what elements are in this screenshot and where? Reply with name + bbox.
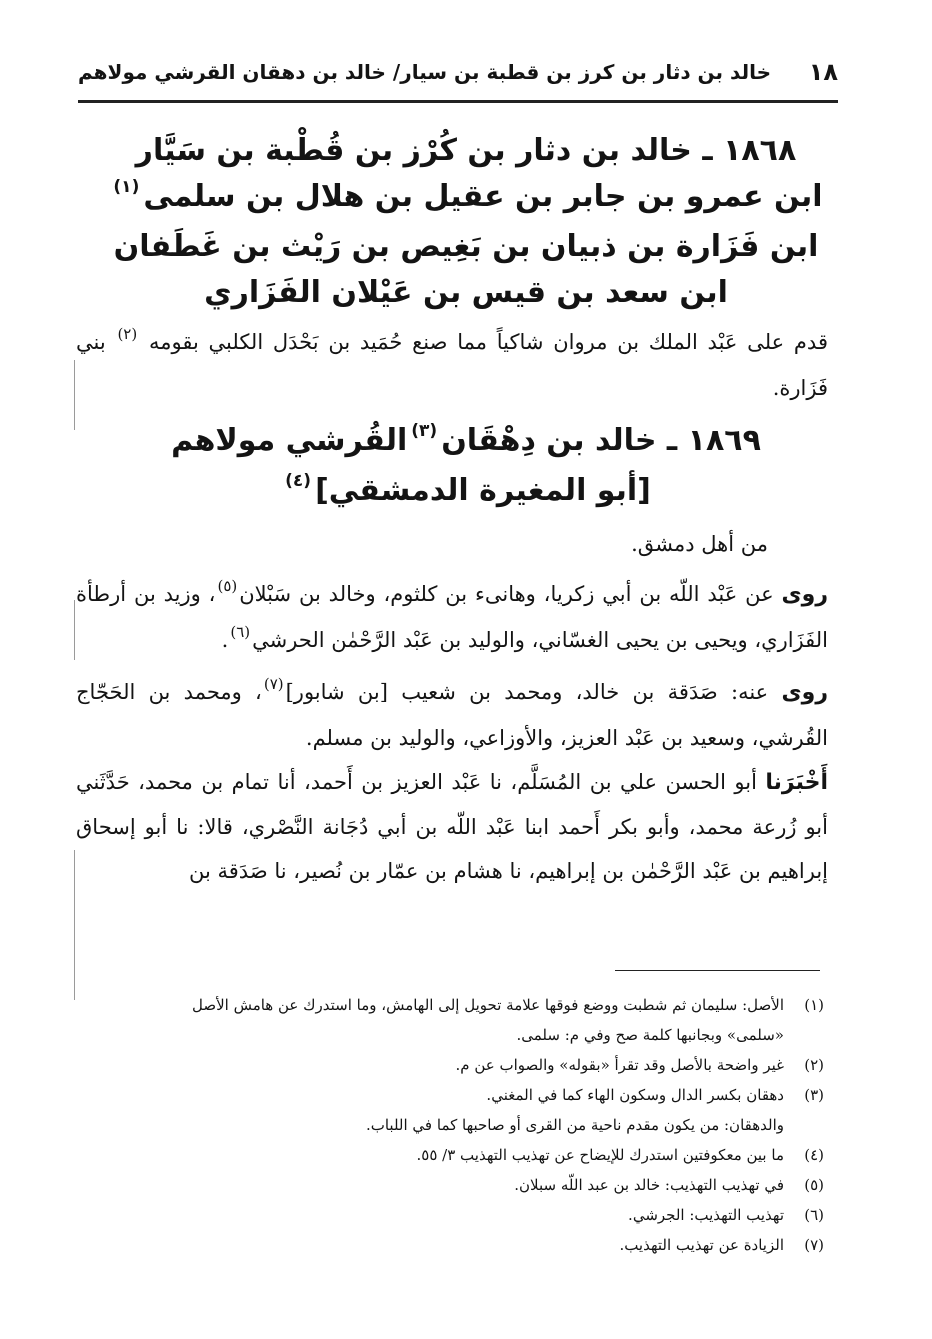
footnote-number: (٦)	[804, 1206, 824, 1224]
paragraph-text: عن عَبْد اللّه بن أبي زكريا، وهانىء بن كلثوم، وخالد بن سَبْلان	[239, 582, 774, 606]
footnote-number: (٢)	[804, 1056, 824, 1074]
keyword: روى	[781, 582, 828, 607]
footnote-number: (٣)	[804, 1086, 824, 1104]
footnote	[76, 1170, 824, 1200]
heading-text: ١٨٦٩ ـ خالد بن دِهْقَان	[441, 423, 761, 458]
footnote-text: الأصل: سليمان ثم شطبت ووضع فوقها علامة تحويل إلى الهامش، وما استدرك عن هامش الأصل	[191, 996, 784, 1014]
footnote-ref: (٢)	[117, 325, 138, 343]
heading-text: القُرشي مولاهم	[171, 423, 408, 458]
footnote-text: والدهقان: من يكون مقدم ناحية من القرى أو صاحبها كما في اللباب.	[365, 1116, 784, 1134]
heading-line	[60, 174, 872, 224]
footnote-ref: (٦)	[230, 623, 251, 641]
heading-line	[60, 418, 872, 468]
footnote-text: تهذيب التهذيب: الجرشي.	[628, 1206, 784, 1224]
footnote-text: غير واضحة بالأصل وقد تقرأ «بقوله» والصواب عن م.	[455, 1056, 784, 1074]
keyword: روى	[781, 680, 828, 705]
footnote	[76, 1050, 824, 1080]
heading-line	[60, 468, 872, 518]
paragraph-narrated-from	[76, 572, 828, 664]
margin-scan-mark	[74, 850, 75, 1000]
footnote-ref: (٣)	[411, 421, 438, 441]
header-rule	[78, 100, 838, 103]
keyword: أَخْبَرَنا	[765, 770, 828, 795]
paragraph-text: قدم على عَبْد الملك بن مروان شاكياً مما صنع حُمَيد بن بَحْدَل الكلبي بقومه	[148, 330, 828, 354]
footnote-text: «سلمى» وبجانبها كلمة صح وفي م: سلمى.	[516, 1026, 784, 1044]
footnote-text: ما بين معكوفتين استدرك للإيضاح عن تهذيب التهذيب ٣/ ٥٥.	[416, 1146, 784, 1164]
heading-text: ابن عمرو بن جابر بن عقيل بن هلال بن سلمى	[143, 179, 823, 214]
entry-body-1869	[76, 522, 828, 893]
footnote	[76, 1230, 824, 1260]
footnote	[76, 1140, 824, 1170]
heading-line: ١٨٦٨ ـ خالد بن دثار بن كُرْز بن قُطْبة بن سَيَّار	[135, 133, 797, 168]
paragraph-text: عنه: صَدَقة بن خالد، ومحمد بن شعيب [بن شابور]	[285, 680, 769, 704]
paragraph-narrated-by	[76, 670, 828, 760]
footnote	[76, 1200, 824, 1230]
footnote	[76, 1080, 824, 1140]
footnotes	[76, 990, 824, 1260]
page-number: ١٨	[808, 58, 838, 86]
entry-heading-1869	[60, 418, 872, 518]
running-title: خالد بن دثار بن كرز بن قطبة بن سيار/ خالد بن دهقان القرشي مولاهم	[78, 60, 772, 84]
footnote	[76, 990, 824, 1050]
running-header	[78, 58, 838, 98]
entry-heading-1868	[60, 128, 872, 316]
entry-body-1868	[76, 320, 828, 410]
footnote-ref: (١)	[113, 177, 140, 197]
paragraph-text: أبو الحسن علي بن المُسَلَّم، نا عَبْد العزيز بن أَحمد، أنا تمام بن محمد، حَدَّثَني أبو زُرعة محمد، وأبو بكر أَحمد ابنا عَبْد اللّه بن أبي دُجَانة النَّصْري، قالا: نا أبو إسحاق إبراهيم بن عَبْد الرَّحْمٰن بن إبراهيم، نا هشام بن عمّار بن نُصير، نا صَدَقة بن	[76, 770, 828, 883]
paragraph-origin: من أهل دمشق.	[631, 532, 768, 556]
footnote-ref: (٤)	[285, 471, 312, 491]
heading-line: ابن سعد بن قيس بن عَيْلان الفَزَاري	[204, 275, 728, 310]
heading-line: ابن فَزَارة بن ذبيان بن بَغِيص بن رَيْث بن غَطَفان	[113, 229, 819, 264]
footnote-number: (١)	[804, 996, 824, 1014]
paragraph-text: ، وزيد بن أرطأة الفَزَاري، ويحيى بن يحيى الغسّاني، والوليد بن عَبْد الرَّحْمٰن الحرشي	[76, 582, 828, 652]
footnote-number: (٧)	[804, 1236, 824, 1254]
footnote-number: (٤)	[804, 1146, 824, 1164]
paragraph-text: بني فَزَارة.	[76, 330, 828, 400]
footnote-ref: (٥)	[217, 577, 238, 595]
paragraph-isnad	[76, 760, 828, 893]
paragraph-text: ، ومحمد بن الحَجّاج القُرشي، وسعيد بن عَبْد العزيز، والأوزاعي، والوليد بن مسلم.	[76, 680, 828, 750]
margin-scan-mark	[74, 600, 75, 660]
footnote-text: الزيادة عن تهذيب التهذيب.	[619, 1236, 784, 1254]
heading-text: [أبو المغيرة الدمشقي]	[315, 473, 651, 508]
footnote-text: في تهذيب التهذيب: خالد بن عبد اللّه سبلان.	[514, 1176, 784, 1194]
footnote-number: (٥)	[804, 1176, 824, 1194]
paragraph-text: .	[221, 628, 229, 652]
footnote-rule	[615, 970, 820, 971]
paragraph	[76, 320, 828, 410]
footnote-ref: (٧)	[263, 675, 284, 693]
footnote-text: دهقان بكسر الدال وسكون الهاء كما في المغني.	[486, 1086, 784, 1104]
